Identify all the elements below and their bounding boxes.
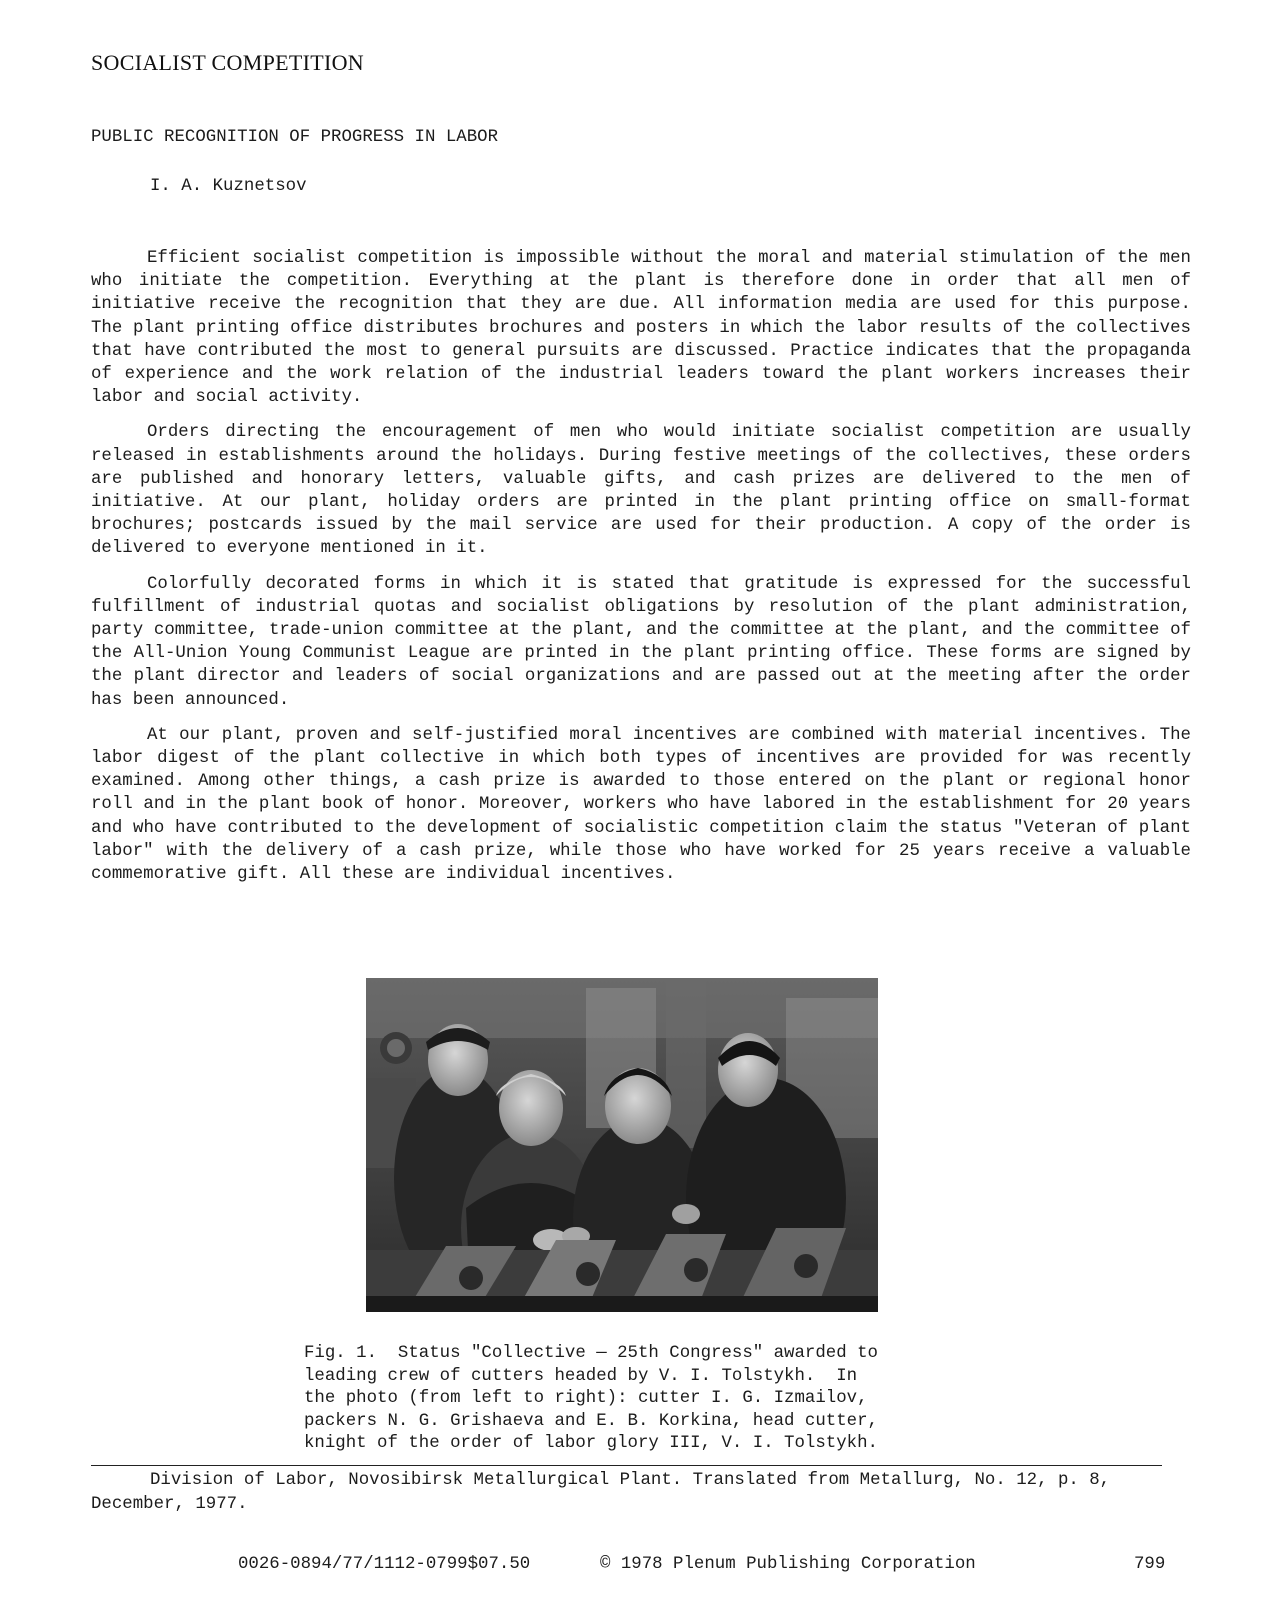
caption-line: Fig. 1. Status "Collective — 25th Congress" awarded to (304, 1344, 878, 1363)
body-paragraph: Orders directing the encouragement of men who would initiate socialist competition are usually released in establishments around the holidays. During festive meetings of the collectives, these orders are published and honorary letters, valuable gifts, and cash prizes are delivered to the men of initiative. At our plant, holiday orders are printed in the plant printing office on small-format brochures; postcards issued by the mail service are used for their production. A copy of the order is delivered to everyone mentioned in it. (91, 423, 1191, 559)
figure-caption (304, 1343, 956, 1456)
caption-line: leading crew of cutters headed by V. I. Tolstykh. In (304, 1366, 858, 1386)
footer-copyright: © 1978 Plenum Publishing Corporation (600, 1555, 976, 1574)
photo-workers-illustration (366, 978, 878, 1312)
article-title: PUBLIC RECOGNITION OF PROGRESS IN LABOR (91, 128, 499, 147)
article-author: I. A. Kuznetsov (150, 177, 307, 196)
caption-line: knight of the order of labor glory III, V. I. Tolstykh. (304, 1434, 878, 1453)
caption-line: the photo (from left to right): cutter I. G. Izmailov, (304, 1389, 868, 1408)
body-paragraph: Colorfully decorated forms in which it is stated that gratitude is expressed for the successful fulfillment of industrial quotas and socialist obligations by resolution of the plant administration, party committee, trade-union committee at the plant, and the committee at the plant, and the committee of the All-Union Young Communist League are printed in the plant printing office. These forms are signed by the plant director and leaders of social organizations and are passed out at the meeting after the order has been announced. (91, 574, 1191, 710)
figure-photo (366, 978, 878, 1312)
page-number: 799 (1134, 1555, 1166, 1574)
body-paragraph: At our plant, proven and self-justified moral incentives are combined with material incentives. The labor digest of the plant collective in which both types of incentives are provided for was recently examined. Among other things, a cash prize is awarded to those entered on the plant or regional honor roll and in the plant book of honor. Moreover, workers who have labored in the establishment for 20 years and who have contributed to the development of socialistic competition claim the status "Veteran of plant labor" with the delivery of a cash prize, while those who have worked for 25 years receive a valuable commemorative gift. All these are individual incentives. (91, 725, 1191, 885)
section-title: SOCIALIST COMPETITION (91, 50, 364, 75)
caption-line: packers N. G. Grishaeva and E. B. Korkina, head cutter, (304, 1411, 878, 1431)
body-paragraph: Efficient socialist competition is impossible without the moral and material stimulation of the men who initiate the competition. Everything at the plant is therefore done in order that all men of initiative receive the recognition that they are due. All information media are used for this purpose. The plant printing office distributes brochures and posters in which the labor results of the collectives that have contributed the most to general pursuits are discussed. Practice indicates that the propaganda of experience and the work relation of the industrial leaders toward the plant workers increases their labor and social activity. (91, 249, 1191, 408)
footnote-text: Division of Labor, Novosibirsk Metallurgical Plant. Translated from Metallurg, No. 12, p. 8, December, 1977. (91, 1471, 1111, 1514)
footnote (91, 1469, 1171, 1516)
article-body (91, 247, 1191, 898)
footer-code: 0026-0894/77/1112-0799$07.50 (238, 1555, 531, 1574)
footnote-divider (91, 1465, 1162, 1466)
